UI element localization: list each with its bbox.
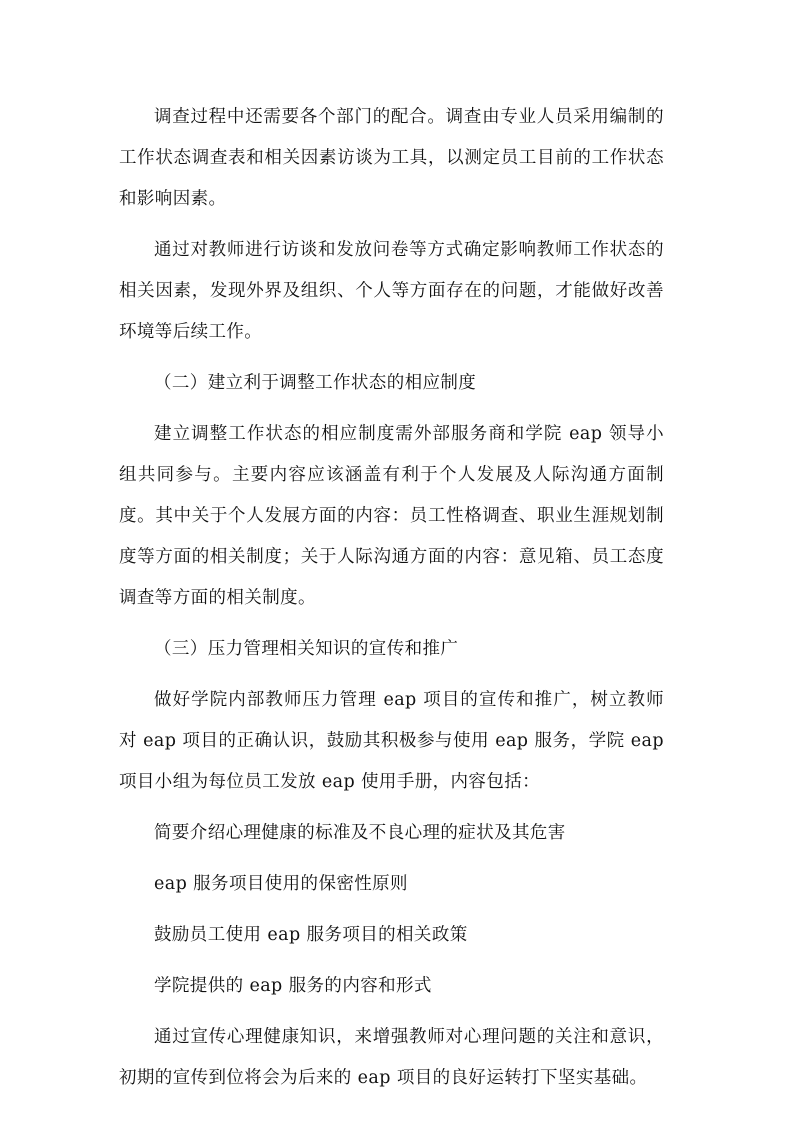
paragraph-interview-factors: 通过对教师进行访谈和发放问卷等方式确定影响教师工作状态的相关因素，发现外界及组织、个人等方面存在的问题，才能做好改善环境等后续工作。 <box>119 240 664 342</box>
section-heading-2: （二）建立利于调整工作状态的相应制度 <box>154 373 477 393</box>
list-item: 学院提供的 eap 服务的内容和形式 <box>154 976 432 996</box>
paragraph-conclusion: 通过宣传心理健康知识，来增强教师对心理问题的关注和意识，初期的宣传到位将会为后来的 eap 项目的良好运转打下坚实基础。 <box>119 1027 664 1088</box>
paragraph-survey-cooperation: 调查过程中还需要各个部门的配合。调查由专业人员采用编制的工作状态调查表和相关因素访谈为工具，以测定员工目前的工作状态和影响因素。 <box>119 107 664 209</box>
paragraph-system-establishment: 建立调整工作状态的相应制度需外部服务商和学院 eap 领导小组共同参与。主要内容应该涵盖有利于个人发展及人际沟通方面制度。其中关于个人发展方面的内容：员工性格调查、职业生涯规划制度等方面的相关制度；关于人际沟通方面的内容：意见箱、员工态度调查等方面的相关制度。 <box>119 424 664 608</box>
section-heading-3: （三）压力管理相关知识的宣传和推广 <box>154 639 459 659</box>
list-item: 简要介绍心理健康的标准及不良心理的症状及其危害 <box>154 823 566 843</box>
list-item: eap 服务项目使用的保密性原则 <box>154 874 408 894</box>
list-item: 鼓励员工使用 eap 服务项目的相关政策 <box>154 925 468 945</box>
paragraph-promotion: 做好学院内部教师压力管理 eap 项目的宣传和推广，树立教师对 eap 项目的正确认识，鼓励其积极参与使用 eap 服务，学院 eap 项目小组为每位员工发放 eap 使用手册，内容包括： <box>119 690 664 792</box>
document-body <box>119 97 664 1109</box>
